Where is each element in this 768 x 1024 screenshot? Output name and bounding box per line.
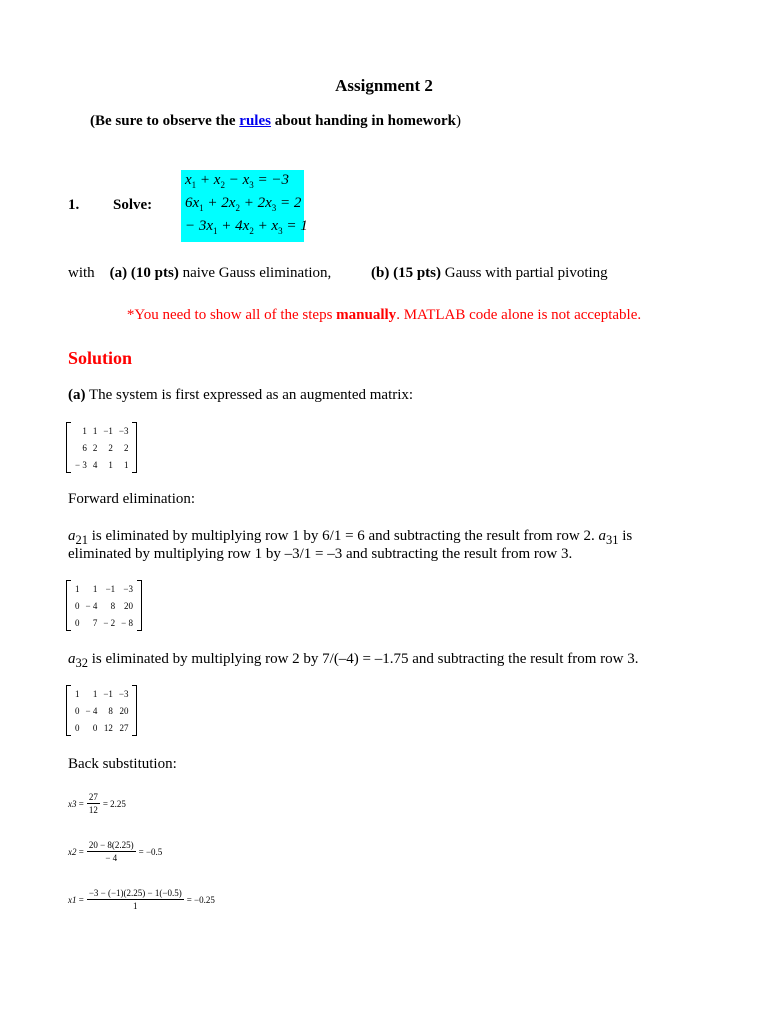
part-a-line: with (a) (10 pts) naive Gauss elimination, (68, 265, 332, 281)
matrix-cell: −1 (103, 425, 113, 436)
matrix-cell: − 4 (85, 705, 98, 716)
x3-equation: x3 = 27 12 = 2.25 (68, 792, 126, 815)
matrix-cell: −3 (118, 425, 129, 436)
matrix-cell: 0 (92, 722, 98, 733)
matrix-row (72, 439, 131, 456)
matrix-cell: −3 (123, 583, 133, 594)
matrix-row (72, 702, 131, 719)
equation-2: $6x_1 + 2x_2 + 2x_3 = 2$ (185, 195, 302, 213)
matrix-cell: 1 (75, 688, 80, 699)
matrix-cell: 2 (123, 442, 129, 453)
matrix-cell: 1 (82, 425, 87, 436)
rules-link[interactable]: rules (239, 113, 271, 129)
x1-equation-full: x1 = −3 − (−1)(2.25) − 1(−0.5) 1 = −0.25 (68, 888, 215, 911)
matrix-cell: 0 (75, 705, 80, 716)
solve-label: Solve: (113, 197, 153, 213)
solution-heading: Solution (68, 348, 133, 368)
equation-system (181, 170, 308, 242)
part-b-line: (b) (15 pts) Gauss with partial pivoting (371, 265, 608, 281)
matrix-row (72, 580, 136, 597)
matrix-cell: 8 (108, 705, 113, 716)
matrix-cell: 2 (92, 442, 98, 453)
elimination-step-1-line-2: eliminated by multiplying row 1 by –3/1 = –3 and subtracting the result from row 3. (68, 546, 573, 562)
matrix-cell: −1 (103, 688, 113, 699)
matrix-row (72, 597, 136, 614)
matrix-cell: 8 (110, 600, 116, 611)
matrix-row (72, 719, 131, 736)
matrix-row (72, 456, 131, 473)
matrix-row (72, 614, 136, 631)
matrix-cell: 2 (108, 442, 113, 453)
page-title: Assignment 2 (335, 76, 433, 95)
matrix-row (72, 422, 131, 439)
back-substitution-label: Back substitution: (68, 756, 177, 772)
matrix-row (72, 685, 131, 702)
augmented-matrix-initial (66, 422, 137, 473)
matrix-cell: 1 (92, 583, 98, 594)
matrix-cell: 1 (75, 583, 80, 594)
equation-1: $x_1 + x_2 - x_3 = -3$ (185, 172, 289, 190)
x2-equation: x2 = 20 − 8(2.25) − 4 = −0.5 (68, 840, 163, 863)
matrix-cell: 0 (75, 722, 80, 733)
matrix-cell: −3 (118, 688, 129, 699)
augmented-matrix-step-1 (66, 580, 142, 631)
part-a-intro: (a) The system is first expressed as an augmented matrix: (68, 387, 414, 403)
equation-3: − $3x_1 + 4x_2 + x_3 = 1$ (185, 218, 308, 236)
matrix-cell: − 8 (121, 617, 133, 628)
manual-steps-warning: *You need to show all of the steps manually. MATLAB code alone is not acceptable. (126, 307, 642, 323)
matrix-cell: − 3 (75, 459, 87, 470)
matrix-cell: − 4 (85, 600, 98, 611)
homework-note: (Be sure to observe the rules about handing in homework) (90, 113, 462, 129)
matrix-cell: 6 (82, 442, 87, 453)
matrix-cell: 4 (92, 459, 98, 470)
matrix-cell: 20 (123, 600, 133, 611)
matrix-cell: 1 (108, 459, 113, 470)
matrix-cell: 0 (75, 600, 80, 611)
augmented-matrix-step-2 (66, 685, 137, 736)
matrix-cell: 1 (92, 425, 98, 436)
matrix-cell: 27 (119, 722, 129, 733)
matrix-cell: 12 (103, 722, 113, 733)
matrix-cell: 20 (119, 705, 129, 716)
matrix-cell: − 2 (103, 617, 116, 628)
matrix-cell: 1 (123, 459, 129, 470)
elimination-step-2: $a_{32}$ is eliminated by multiplying row 2 by 7/(–4) = –1.75 and subtracting the result from row 3. (68, 651, 639, 670)
matrix-cell: 1 (92, 688, 98, 699)
forward-elimination-label: Forward elimination: (68, 491, 196, 507)
matrix-cell: 0 (75, 617, 80, 628)
matrix-cell: 7 (92, 617, 98, 628)
problem-number: 1. (68, 197, 80, 213)
matrix-cell: −1 (105, 583, 116, 594)
elimination-step-1-line-1: $a_{21}$ is eliminated by multiplying row 1 by 6/1 = 6 and subtracting the result from row 2. $a_{31}$ is (68, 528, 633, 547)
